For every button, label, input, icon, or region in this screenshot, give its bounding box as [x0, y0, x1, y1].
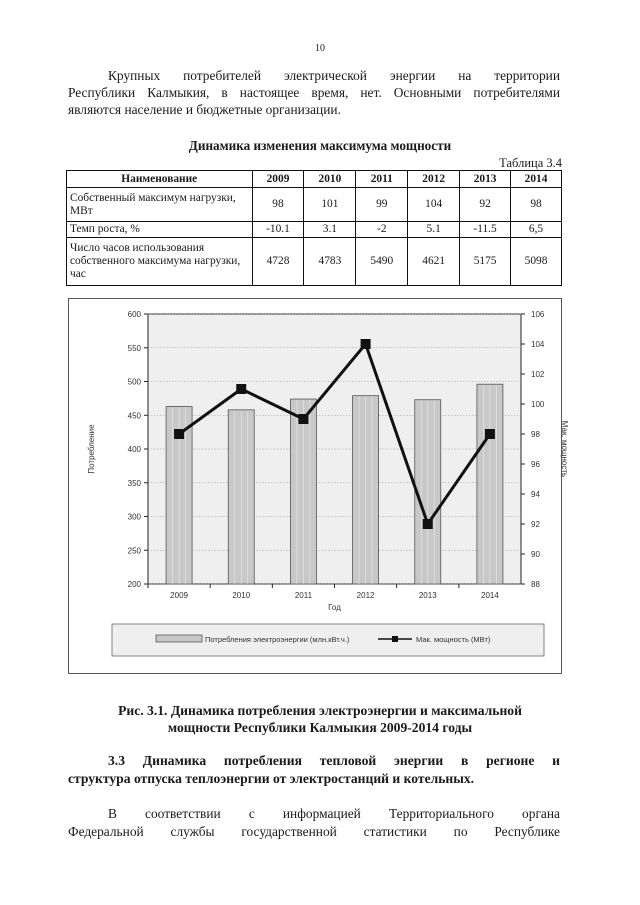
table-header-cell: 2011: [356, 171, 408, 188]
x-tick-label: 2011: [294, 591, 313, 600]
section-heading-line: структура отпуска теплоэнергии от электростанций и котельных.: [68, 770, 475, 786]
intro-line: Крупных потребителей электрической энергии на территории: [108, 68, 560, 83]
table-cell: 98: [252, 188, 304, 222]
legend-line-label: Мак. мощность (МВт): [416, 635, 491, 644]
y-axis-title: Потребление: [87, 424, 96, 474]
y-tick-label: 350: [127, 478, 141, 488]
y2-tick-label: 102: [531, 370, 545, 379]
legend-bar-label: Потребления электроэнергии (млн.кВт.ч.): [205, 635, 350, 644]
table-cell: 5490: [356, 238, 408, 286]
table-cell: 4728: [252, 238, 304, 286]
x-tick-label: 2012: [356, 591, 375, 600]
table-header-cell: 2014: [511, 171, 562, 188]
table-header-cell: 2009: [252, 171, 304, 188]
max-power-point: [485, 429, 495, 439]
y2-tick-label: 88: [531, 580, 540, 589]
table-cell: 101: [304, 188, 356, 222]
y-tick-label: 250: [127, 546, 141, 556]
table-cell: 104: [408, 188, 460, 222]
y2-tick-label: 92: [531, 520, 540, 529]
figure-caption: [60, 702, 580, 736]
body-line: В соответствии с информацией Территориального органа: [108, 806, 560, 821]
y2-tick-label: 96: [531, 460, 540, 469]
table-title: Динамика изменения максимума мощности: [188, 138, 452, 153]
table-cell: 92: [460, 188, 511, 222]
x-tick-label: 2014: [481, 591, 499, 600]
table-header-cell: 2012: [408, 171, 460, 188]
max-power-point: [423, 519, 433, 529]
table-cell: 5098: [511, 238, 562, 286]
table-cell: 3.1: [304, 222, 356, 238]
page-number: 10: [315, 43, 325, 54]
legend-bar-swatch: [156, 635, 202, 642]
y2-tick-label: 98: [531, 430, 540, 439]
y2-tick-label: 100: [531, 400, 545, 409]
section-heading: [68, 752, 560, 787]
power-table: [66, 170, 562, 286]
max-power-point: [361, 339, 371, 349]
y-tick-label: 500: [127, 377, 141, 387]
table-cell: -11.5: [460, 222, 511, 238]
table-cell: 5.1: [408, 222, 460, 238]
y2-tick-label: 106: [531, 310, 545, 319]
x-axis-title: Год: [328, 603, 341, 612]
table-cell: 4621: [408, 238, 460, 286]
table-cell: -2: [356, 222, 408, 238]
table-header-row: [67, 171, 562, 188]
table-cell: 4783: [304, 238, 356, 286]
table-cell: 99: [356, 188, 408, 222]
table-row: [67, 238, 562, 286]
consumption-power-chart: [68, 298, 569, 674]
table-cell: 6,5: [511, 222, 562, 238]
body-paragraph: [68, 805, 560, 840]
table-row: [67, 222, 562, 238]
table-header-cell: 2010: [304, 171, 356, 188]
max-power-point: [298, 414, 308, 424]
table-cell: 5175: [460, 238, 511, 286]
y-tick-label: 300: [127, 512, 141, 522]
x-tick-label: 2009: [170, 591, 188, 600]
legend-line-marker: [392, 636, 398, 642]
section-heading-line: 3.3 Динамика потребления тепловой энергии в регионе и: [108, 753, 560, 768]
y2-axis-title: Мак. мощность: [560, 420, 569, 478]
figure-caption-line: мощности Республики Калмыкия 2009-2014 годы: [167, 720, 473, 735]
table-cell: -10.1: [252, 222, 304, 238]
table-row: [67, 188, 562, 222]
row-name: Темп роста, %: [67, 222, 253, 238]
y-tick-label: 600: [127, 310, 141, 319]
intro-paragraph: [68, 67, 560, 119]
intro-line: являются население и бюджетные организации.: [68, 102, 341, 118]
row-name: Собственный максимум нагрузки, МВт: [67, 188, 253, 222]
y-tick-label: 400: [127, 445, 141, 454]
y2-tick-label: 104: [531, 340, 545, 349]
max-power-point: [174, 429, 184, 439]
max-power-point: [236, 384, 246, 394]
body-line: Федеральной службы государственной статистики по Республике: [68, 823, 560, 839]
row-name: Число часов использования собственного максимума нагрузки, час: [67, 238, 253, 286]
x-tick-label: 2013: [418, 591, 437, 600]
y-tick-label: 450: [127, 411, 141, 421]
figure-caption-line: Рис. 3.1. Динамика потребления электроэнергии и максимальной: [118, 703, 522, 718]
intro-line: Республики Калмыкия, в настоящее время, нет. Основными потребителями: [68, 85, 560, 101]
table-label: Таблица 3.4: [499, 156, 562, 170]
table-cell: 98: [511, 188, 562, 222]
y-tick-label: 200: [127, 580, 141, 589]
table-header-cell: 2013: [460, 171, 511, 188]
y2-tick-label: 94: [531, 490, 540, 499]
y2-tick-label: 90: [531, 550, 540, 559]
table-header-cell: Наименование: [67, 171, 253, 188]
x-tick-label: 2010: [232, 591, 251, 600]
y-tick-label: 550: [127, 343, 141, 353]
